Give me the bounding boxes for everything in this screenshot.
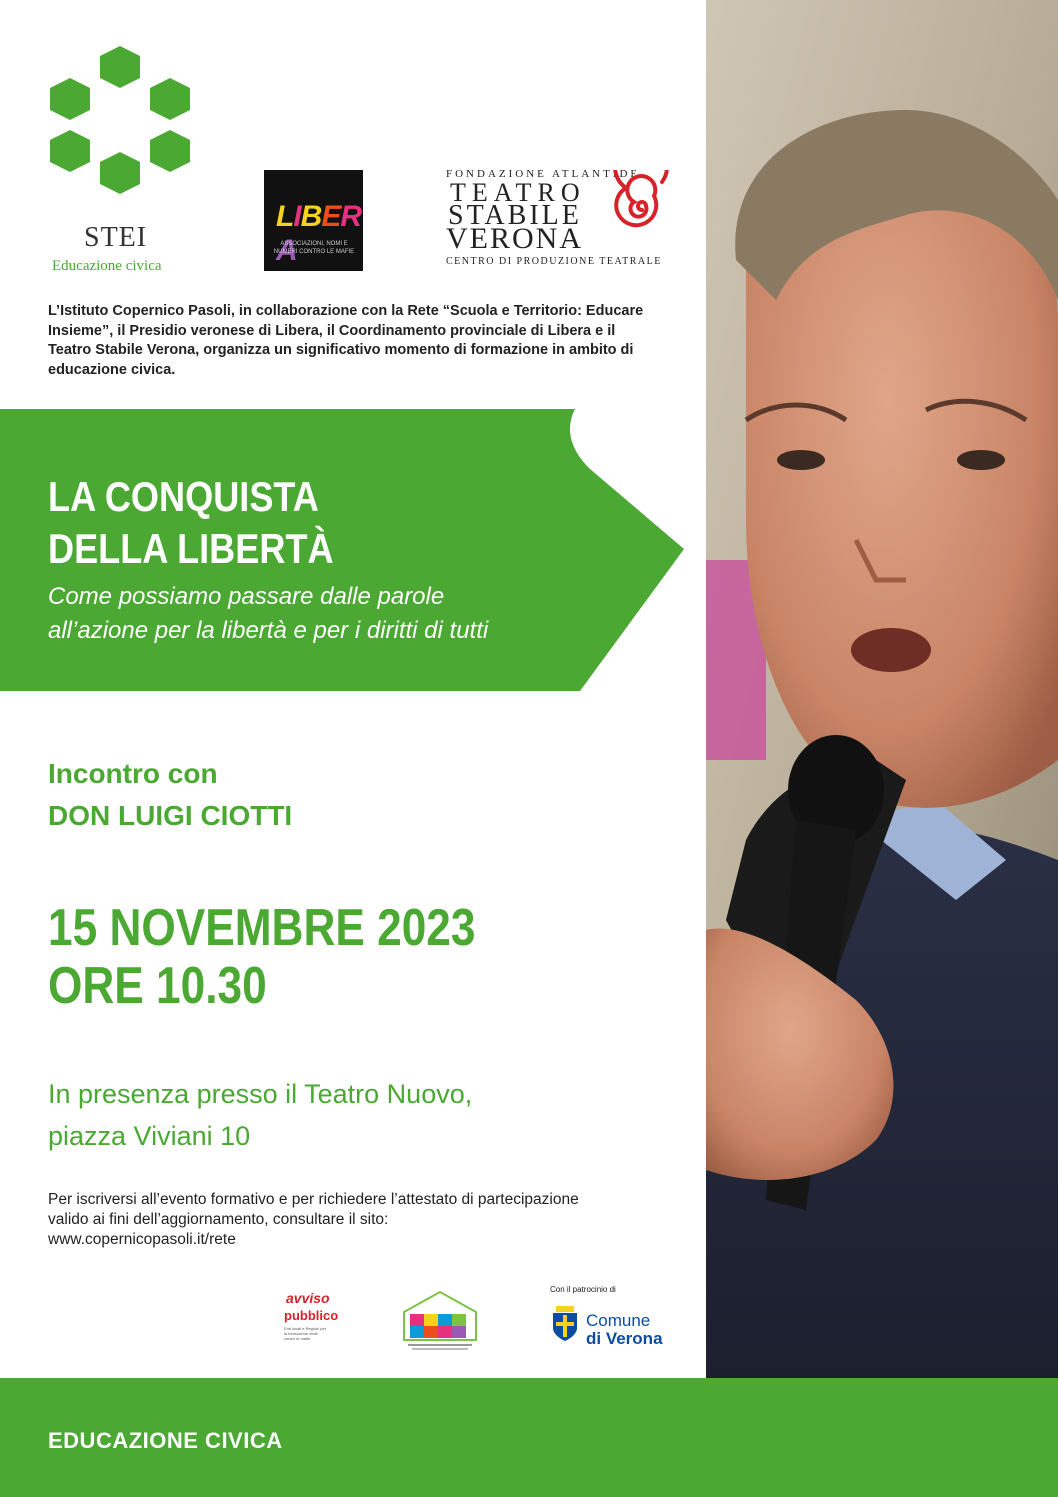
teatro-line1: TEATRO [450,178,586,207]
puzzle-network-logo [398,1290,482,1354]
speaker-name: DON LUIGI CIOTTI [48,800,293,831]
verona-shield-icon [552,1306,578,1342]
teatro-centro: CENTRO DI PRODUZIONE TEATRALE [446,256,662,267]
libera-wordmark: LIBERA [276,200,362,267]
event-time: ORE 10.30 [48,957,267,1015]
libera-tagline: ASSOCIAZIONI, NOMI E NUMERI CONTRO LE MAFIE [273,241,355,255]
event-date: 15 NOVEMBRE 2023 [48,899,476,957]
intro-paragraph: L’Istituto Copernico Pasoli, in collaborazione con la Rete “Scuola e Territorio: Educare Insieme”, il Presidio veronese di Libera, il Coordinamento provinciale di Libera e il Teatro Stabile Verona, organizza un significativo momento di formazione in ambito di educazione civica. [48,303,644,378]
stei-flower-icon [40,40,200,200]
registration-text: Per iscriversi all’evento formativo e per richiedere l’attestato di partecipazione valido ai fini dell’aggiornamento, consultare il sito: [48,1191,579,1228]
libera-logo [264,170,363,271]
spiral-icon [606,170,678,248]
speaker-photo [706,0,1058,1378]
registration-url[interactable]: www.copernicopasoli.it/rete [48,1231,236,1248]
avviso-line2: pubblico [284,1308,339,1323]
registration-info [48,1190,608,1250]
avviso-line1: avviso [286,1290,330,1306]
venue-line2: piazza Viviani 10 [48,1121,251,1151]
stei-subtitle: Educazione civica [52,258,162,274]
event-subtitle-line1: Come possiamo passare dalle parole [48,583,445,610]
comune-line2: di Verona [586,1329,663,1348]
avviso-pubblico-logo [284,1290,339,1352]
teatro-line2: STABILE [448,200,582,231]
event-subtitle-line2: all’azione per la libertà e per i diritti di tutti [48,617,489,644]
comune-line1: Comune [586,1311,651,1330]
avviso-tagline: Enti locali e Regioni per la formazione civile contro le mafie [284,1326,327,1341]
patrocinio-label: Con il patrocinio di [550,1285,616,1294]
footer-label: EDUCAZIONE CIVICA [48,1428,283,1453]
teatro-fondazione: FONDAZIONE ATLANTIDE [446,168,641,180]
stei-logo [40,40,200,200]
event-title-line2: DELLA LIBERTÀ [48,525,334,572]
stei-title: STEI [84,222,148,253]
meeting-intro: Incontro con [48,758,218,789]
comune-verona-logo [548,1298,668,1348]
venue-line1: In presenza presso il Teatro Nuovo, [48,1079,473,1109]
footer-bar [0,1378,1058,1497]
teatro-stabile-logo [446,164,676,274]
teatro-line3: VERONA [446,222,583,255]
event-title-line1: LA CONQUISTA [48,473,319,520]
